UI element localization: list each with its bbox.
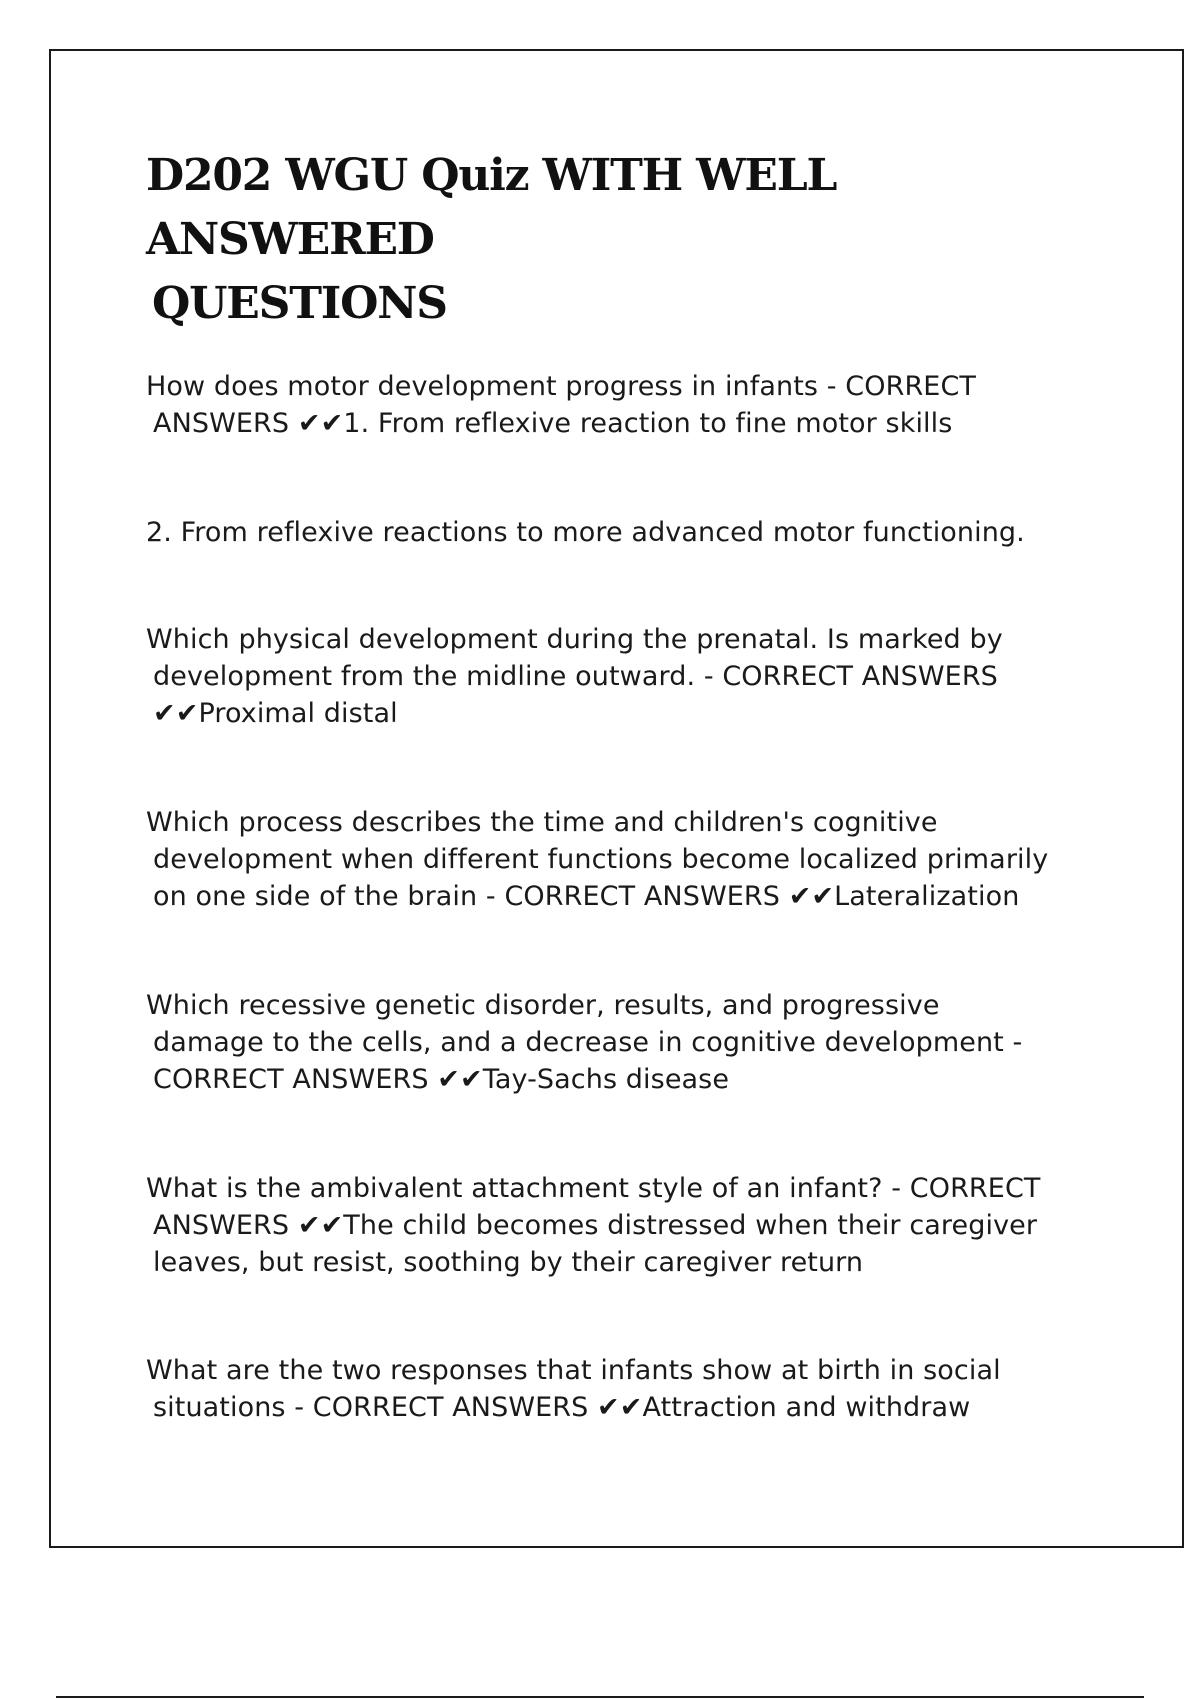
qa-text-line: How does motor development progress in infants - CORRECT — [146, 371, 977, 402]
qa-text-line: What is the ambivalent attachment style of an infant? - CORRECT — [146, 1173, 1041, 1204]
qa-item — [146, 514, 1106, 551]
qa-text-line: What are the two responses that infants show at birth in social — [146, 1355, 1001, 1386]
qa-text-line: on one side of the brain - CORRECT ANSWERS ✔✔Lateralization — [153, 881, 1020, 912]
qa-text-line: CORRECT ANSWERS ✔✔Tay-Sachs disease — [153, 1064, 730, 1095]
qa-text-line: development when different functions become localized primarily — [153, 844, 1049, 875]
qa-text-line: Which physical development during the prenatal. Is marked by — [146, 624, 1003, 655]
qa-text-line: situations - CORRECT ANSWERS ✔✔Attraction and withdraw — [153, 1392, 971, 1423]
title-line-1: D202 WGU Quiz WITH WELL ANSWERED — [146, 150, 837, 265]
qa-item — [146, 987, 1106, 1098]
qa-text-line: ANSWERS ✔✔1. From reflexive reaction to fine motor skills — [153, 408, 953, 439]
qa-text-line: development from the midline outward. - CORRECT ANSWERS — [153, 661, 998, 692]
qa-text-line: Which process describes the time and children's cognitive — [146, 807, 938, 838]
qa-text-line: Which recessive genetic disorder, results, and progressive — [146, 990, 940, 1021]
qa-item — [146, 621, 1106, 732]
qa-item — [146, 368, 1106, 442]
qa-text-line: damage to the cells, and a decrease in cognitive development - — [153, 1027, 1023, 1058]
qa-text-line: leaves, but resist, soothing by their caregiver return — [153, 1247, 864, 1278]
qa-item — [146, 804, 1106, 915]
qa-text-line: ANSWERS ✔✔The child becomes distressed when their caregiver — [153, 1210, 1038, 1241]
qa-text-line: ✔✔Proximal distal — [153, 698, 398, 729]
qa-item — [146, 1170, 1106, 1281]
qa-item — [146, 1352, 1106, 1426]
document-title — [146, 144, 1106, 336]
title-line-2: QUESTIONS — [152, 278, 447, 329]
footer-divider — [56, 1696, 1144, 1698]
qa-text-line: 2. From reflexive reactions to more advanced motor functioning. — [146, 517, 1025, 548]
